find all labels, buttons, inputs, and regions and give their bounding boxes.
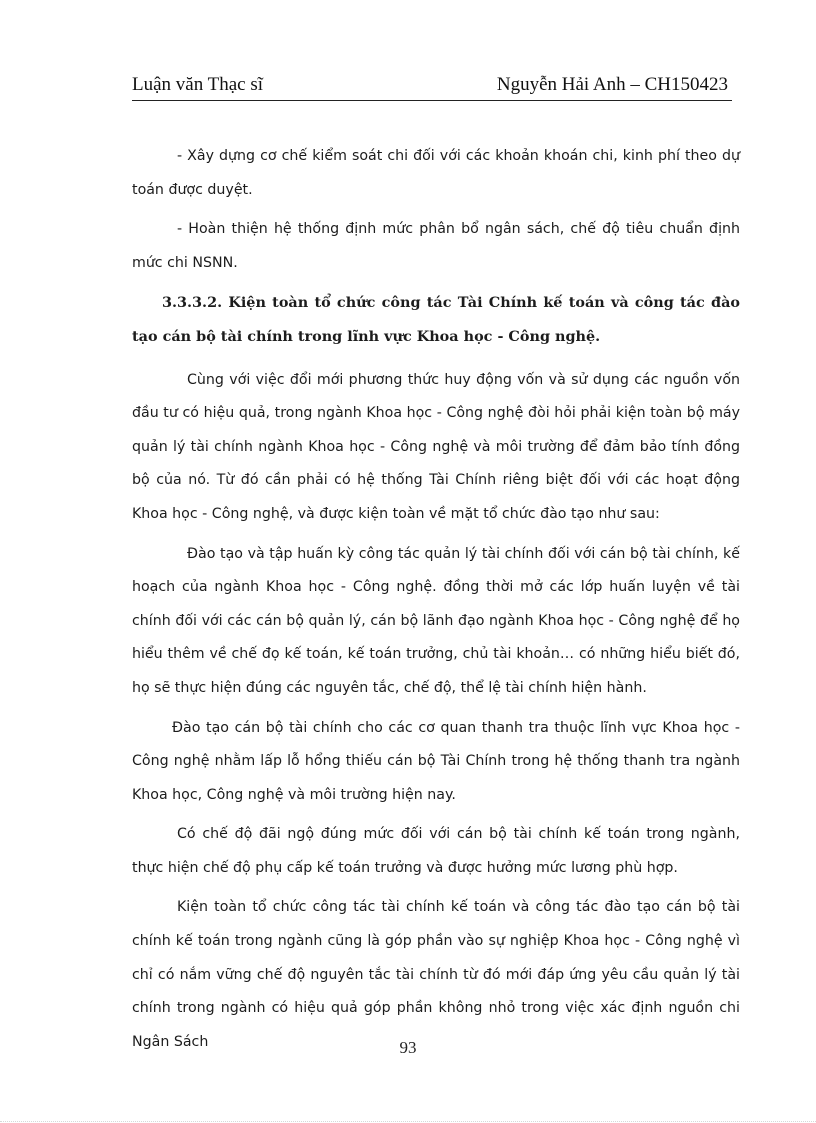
body-paragraph-2: Đào tạo và tập huấn kỳ công tác quản lý tài chính đối với cán bộ tài chính, kế hoạch của ngành Khoa học - Công nghệ. đồng thời mở các lớp huấn luyện về tài chính đối với các cán bộ quản lý, cán bộ lãnh đạo ngành Khoa học - Công nghệ để họ hiểu thêm về chế đọ kế toán, kế toán trưởng, chủ tài khoản… có những hiểu biết đó, họ sẽ thực hiện đúng các nguyên tắc, chế độ, thể lệ tài chính hiện hành. (132, 545, 740, 696)
header-thesis-type: Luận văn Thạc sĩ (132, 74, 264, 95)
page-edge-divider (0, 1121, 816, 1122)
section-heading: 3.3.3.2. Kiện toàn tổ chức công tác Tài Chính kế toán và công tác đào tạo cán bộ tài chính trong lĩnh vực Khoa học - Công nghệ. (132, 294, 740, 345)
document-body (132, 140, 740, 1065)
page-number: 93 (399, 1038, 417, 1057)
body-paragraph-3: Đào tạo cán bộ tài chính cho các cơ quan thanh tra thuộc lĩnh vực Khoa học - Công nghệ nhằm lấp lỗ hổng thiếu cán bộ Tài Chính trong hệ thống thanh tra ngành Khoa học, Công nghệ và môi trường hiện nay. (132, 719, 740, 803)
running-header (132, 74, 728, 100)
bullet-paragraph-1: - Xây dựng cơ chế kiểm soát chi đối với các khoản khoán chi, kinh phí theo dự toán được duyệt. (132, 148, 740, 198)
bullet-paragraph-2: - Hoàn thiện hệ thống định mức phân bổ ngân sách, chế độ tiêu chuẩn định mức chi NSNN. (132, 221, 740, 271)
body-paragraph-5: Kiện toàn tổ chức công tác tài chính kế toán và công tác đào tạo cán bộ tài chính kế toán trong ngành cũng là góp phần vào sự nghiệp Khoa học - Công nghệ vì chỉ có nắm vững chế độ nguyên tắc tài chính từ đó mới đáp ứng yêu cầu quản lý tài chính trong ngành có hiệu quả góp phần không nhỏ trong việc xác định nguồn chi Ngân Sách (132, 899, 740, 1050)
header-author: Nguyễn Hải Anh – CH150423 (496, 74, 728, 95)
body-paragraph-1: Cùng với việc đổi mới phương thức huy động vốn và sử dụng các nguồn vốn đầu tư có hiệu quả, trong ngành Khoa học - Công nghệ đòi hỏi phải kiện toàn bộ máy quản lý tài chính ngành Khoa học - Công nghệ và môi trường để đảm bảo tính đồng bộ của nó. Từ đó cần phải có hệ thống Tài Chính riêng biệt đối với các hoạt động Khoa học - Công nghệ, và được kiện toàn về mặt tổ chức đào tạo như sau: (132, 371, 740, 522)
body-paragraph-4: Có chế độ đãi ngộ đúng mức đối với cán bộ tài chính kế toán trong ngành, thực hiện chế độ phụ cấp kế toán trưởng và được hưởng mức lương phù hợp. (132, 826, 740, 876)
header-divider (132, 100, 732, 101)
